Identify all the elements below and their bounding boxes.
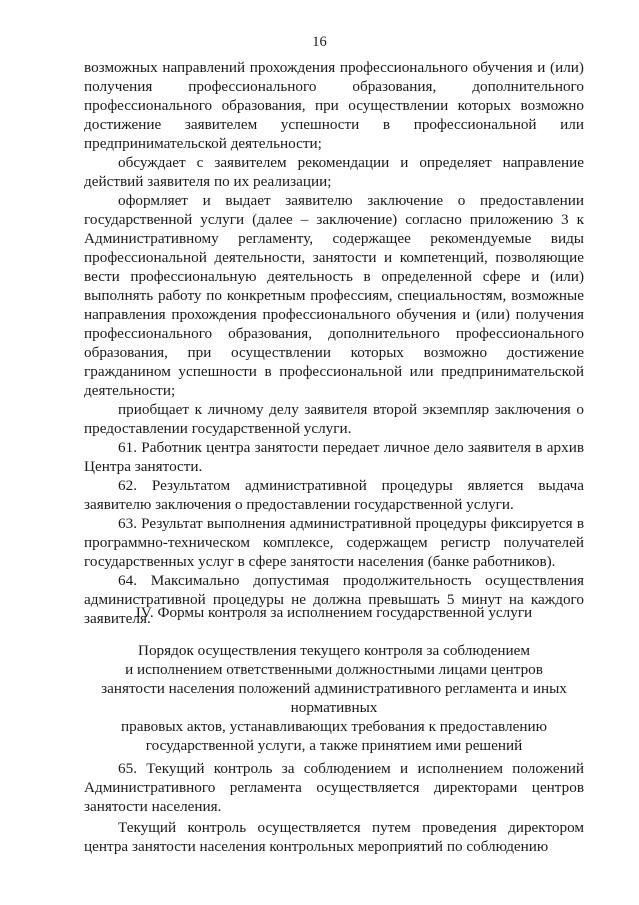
paragraph-64: 64. Максимально допустимая продолжительность осуществления административной процедуры не должна превышать 5 минут на каждого заявителя. (84, 572, 584, 627)
paragraph-4: приобщает к личному делу заявителя второй экземпляр заключения о предоставлении государственной услуги. (84, 401, 584, 437)
subsection-line-1: Порядок осуществления текущего контроля за соблюдением (137, 642, 531, 659)
subsection-heading (84, 641, 584, 755)
paragraph-61: 61. Работник центра занятости передает личное дело заявителя в архив Центра занятости. (84, 439, 584, 475)
subsection-line-3: занятости населения положений административного регламента и иных (101, 680, 567, 697)
subsection-line-2: и исполнением ответственными должностными лицами центров (125, 661, 543, 678)
paragraph-65: 65. Текущий контроль за соблюдением и исполнением положений Административного регламента осуществляется директорами центров занятости населения. (84, 760, 584, 815)
main-body-text (84, 58, 584, 628)
section-title: IV. Формы контроля за исполнением государственной услуги (135, 604, 533, 621)
paragraph-1: возможных направлений прохождения профессионального обучения и (или) получения профессионального образования, дополнительного профессионального образования, при осуществлении которых возможно достижение заявителем успешности в профессиональной или предпринимательской деятельности; (84, 59, 584, 152)
paragraph-62: 62. Результатом административной процедуры является выдача заявителю заключения о предоставлении государственной услуги. (84, 477, 584, 513)
subsection-line-4: нормативных (290, 699, 378, 716)
subsection-line-5: правовых актов, устанавливающих требования к предоставлению (121, 718, 547, 735)
paragraph-2: обсуждает с заявителем рекомендации и определяет направление действий заявителя по их реализации; (84, 154, 584, 190)
page-number: 16 (312, 34, 327, 50)
subsection-line-6: государственной услуги, а также принятием ими решений (145, 737, 523, 754)
paragraph-3: оформляет и выдает заявителю заключение о предоставлении государственной услуги (далее – заключение) согласно приложению 3 к Административному регламенту, содержащее рекомендуемые виды профессиональной деятельности, занятости и компетенций, позволяющие вести профессиональную деятельность в определенной сфере и (или) выполнять работу по конкретным профессиям, специальностям, возможные направления прохождения профессионального обучения и (или) получения профессионального образования, дополнительного профессионального образования, при осуществлении которых возможно достижение гражданином успешности в профессиональной или предпринимательской деятельности; (84, 192, 584, 399)
paragraph-control: Текущий контроль осуществляется путем проведения директором центра занятости населения контрольных мероприятий по соблюдению (84, 819, 584, 855)
paragraph-63: 63. Результат выполнения административной процедуры фиксируется в программно-техническом комплексе, содержащем регистр получателей государственных услуг в сфере занятости населения (банке работников). (84, 515, 584, 570)
tail-body-text (84, 759, 584, 858)
